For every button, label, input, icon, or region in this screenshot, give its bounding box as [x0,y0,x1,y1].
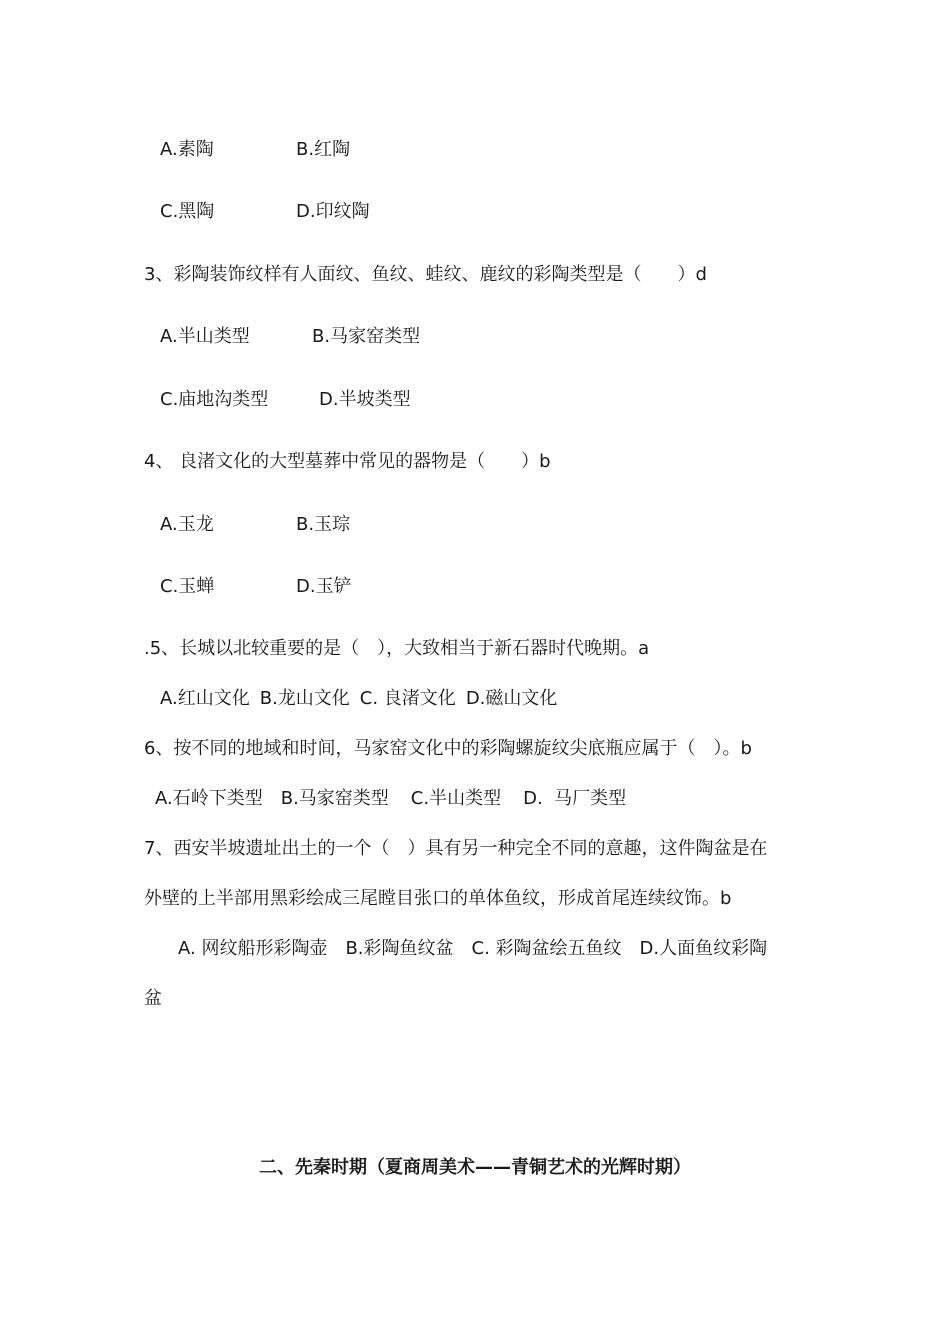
q3-options-row-2 [160,388,411,412]
q2-options-row-2 [160,200,370,224]
q7-option-d: D.人面鱼纹彩陶 [639,938,768,959]
q3-option-d: D.半坡类型 [319,389,411,410]
q5-option-d: D.磁山文化 [465,688,558,709]
q3-option-c: C.庙地沟类型 [160,389,269,410]
q7-option-b: B.彩陶鱼纹盆 [345,938,454,959]
q5-options [160,687,557,711]
q4-question: 4、 良渚文化的大型墓葬中常见的器物是（ ）b [144,451,551,472]
q7-options [178,937,767,961]
q3-option-a: A.半山类型 [160,326,250,347]
q7-question-line-1: 7、西安半坡遗址出土的一个（ ）具有另一种完全不同的意趣，这件陶盆是在 [144,838,768,859]
q4-option-b: B.玉琮 [296,514,351,535]
q7-options-wrap: 盆 [144,988,162,1009]
q6-option-c: C.半山类型 [410,788,502,809]
q4-option-a: A.玉龙 [160,514,214,535]
q4-options-row-2 [160,575,352,599]
q3-question: 3、彩陶装饰纹样有人面纹、鱼纹、蛙纹、鹿纹的彩陶类型是（ ）d [144,264,707,285]
q5-option-b: B.龙山文化 [259,688,350,709]
q2-option-d: D.印纹陶 [296,201,370,222]
q7-option-c: C. 彩陶盆绘五鱼纹 [471,938,622,959]
q3-option-b: B.马家窑类型 [312,326,421,347]
q4-options-row-1 [160,513,350,537]
q5-option-c: C. 良渚文化 [359,688,456,709]
q7-option-a: A. 网纹船形彩陶壶 [178,938,328,959]
q7-question-line-2: 外壁的上半部用黑彩绘成三尾瞠目张口的单体鱼纹，形成首尾连续纹饰。b [144,888,732,909]
q6-options [155,787,626,811]
q6-question: 6、按不同的地域和时间，马家窑文化中的彩陶螺旋纹尖底瓶应属于（ ）。b [144,738,752,759]
q4-option-d: D.玉铲 [296,576,352,597]
q2-option-a: A.素陶 [160,139,214,160]
q2-option-b: B.红陶 [296,139,351,160]
q6-option-d: D. 马厂类型 [523,788,627,809]
q2-option-c: C.黑陶 [160,201,215,222]
q6-option-b: B.马家窑类型 [280,788,389,809]
q2-options-row-1 [160,138,350,162]
q4-option-c: C.玉蝉 [160,576,215,597]
q6-option-a: A.石岭下类型 [155,788,263,809]
q3-options-row-1 [160,325,420,349]
section-heading: 二、先秦时期（夏商周美术——青铜艺术的光辉时期） [259,1157,691,1178]
q5-question: .5、长城以北较重要的是（ ），大致相当于新石器时代晚期。a [144,638,650,659]
q5-option-a: A.红山文化 [160,688,250,709]
